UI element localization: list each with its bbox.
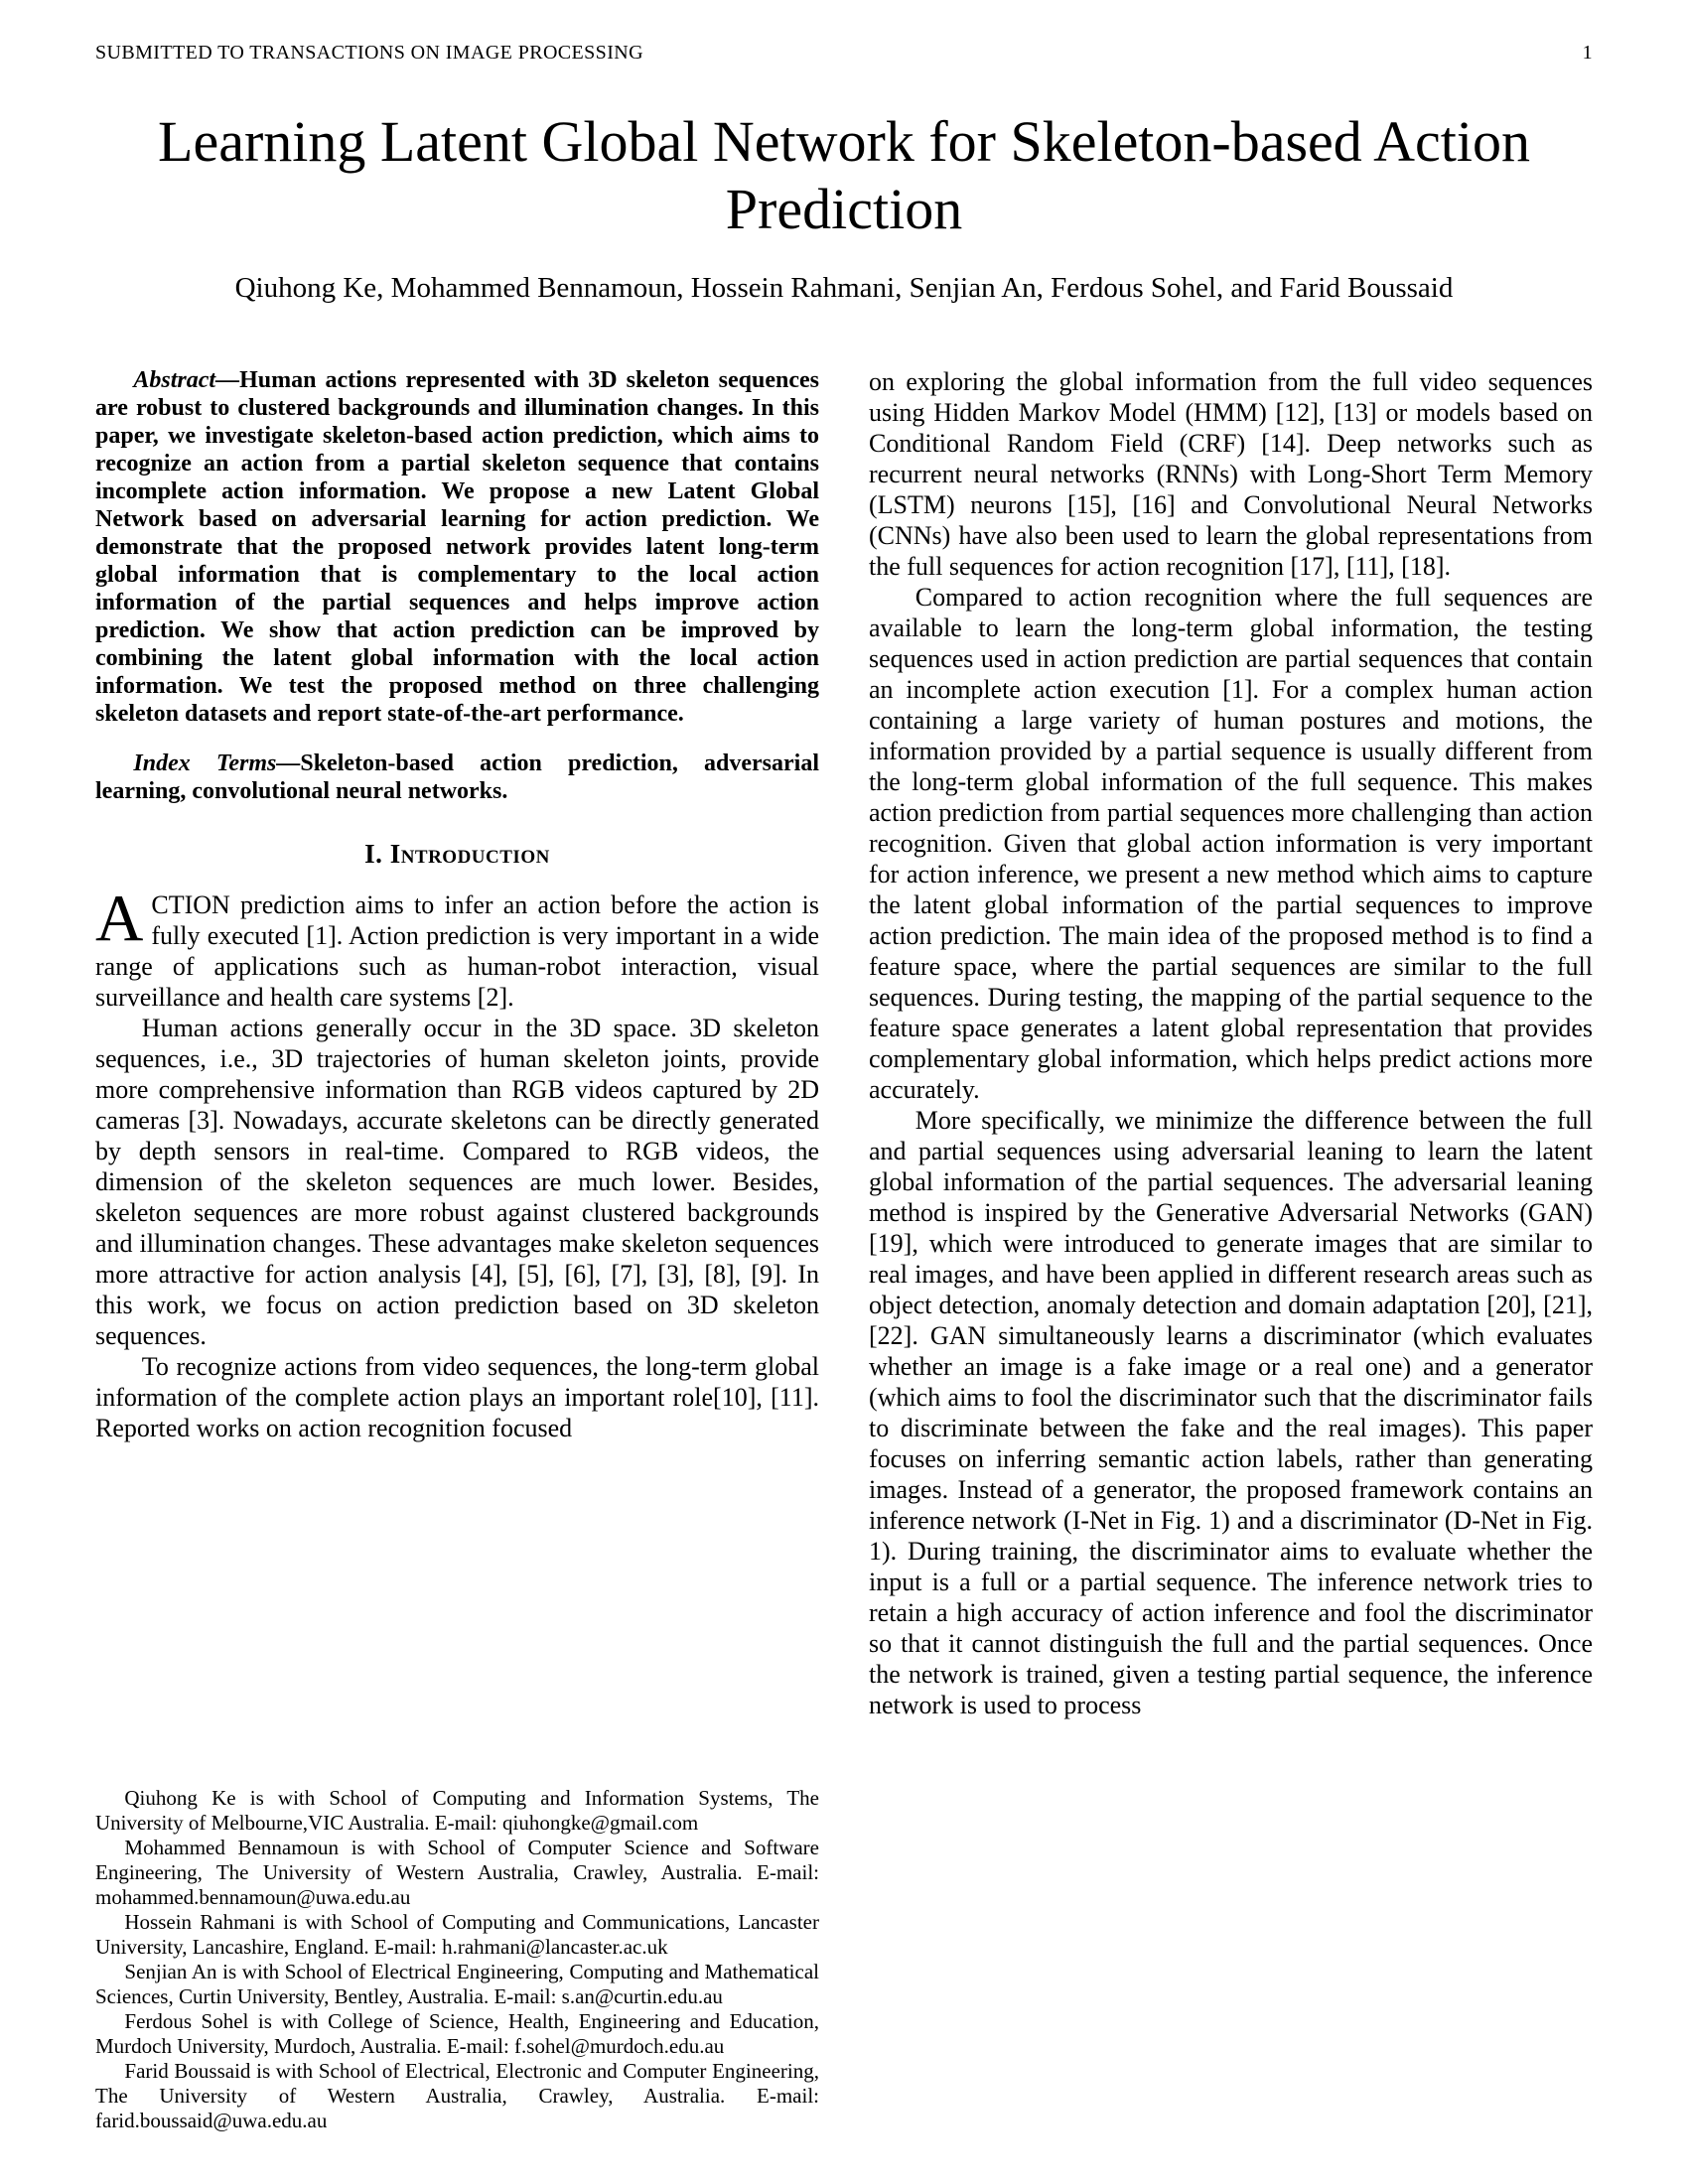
intro-paragraph-3: To recognize actions from video sequences, the long-term global information of the complete action plays an important role[10], [11]. Reported works on action recognition focused (95, 1351, 819, 1442)
running-header (95, 42, 1593, 65)
intro-paragraph-2: Human actions generally occur in the 3D space. 3D skeleton sequences, i.e., 3D trajectories of human skeleton joints, provide more comprehensive information than RGB videos captured by 2D cameras [3]. Nowadays, accurate skeletons can be directly generated by depth sensors in real-time. Compared to RGB videos, the dimension of the skeleton sequences are much lower. Besides, skeleton sequences are more robust against clustered backgrounds and illumination changes. These advantages make skeleton sequences more attractive for action analysis [4], [5], [6], [7], [3], [8], [9]. In this work, we focus on action prediction based on 3D skeleton sequences. (95, 1013, 819, 1350)
abstract-section (95, 366, 819, 728)
abstract-text: Human actions represented with 3D skeleton sequences are robust to clustered backgrounds and illumination changes. In this paper, we investigate skeleton-based action prediction, which aims to recognize an action from a partial skeleton sequence that contains incomplete action information. We propose a new Latent Global Network based on adversarial learning for action prediction. We demonstrate that the proposed network provides latent long-term global information that is complementary to the local action information of the partial sequences and helps improve action prediction. We show that action prediction can be improved by combining the latent global information with the local action information. We test the proposed method on three challenging skeleton datasets and report state-of-the-art performance. (95, 366, 819, 727)
authors-line: Qiuhong Ke, Mohammed Bennamoun, Hossein Rahmani, Senjian An, Ferdous Sohel, and Farid Boussaid (234, 271, 1454, 304)
intro-paragraph-1-text: CTION prediction aims to infer an action before the action is fully executed [1]. Action prediction is very important in a wide range of applications such as human-robot interaction, visual surveillance and health care systems [2]. (95, 889, 819, 1012)
left-column (95, 366, 819, 2133)
right-paragraph-3: More specifically, we minimize the difference between the full and partial sequences using adversarial leaning to learn the latent global information of the partial sequences. The adversarial leaning method is inspired by the Generative Adversarial Networks (GAN) [19], which were introduced to generate images that are similar to real images, and have been applied in different research areas such as object detection, anomaly detection and domain adaptation [20], [21], [22]. GAN simultaneously learns a discriminator (which evaluates whether an image is a fake image or a real one) and a generator (which aims to fool the discriminator such that the discriminator fails to discriminate between the fake and the real images). This paper focuses on inferring semantic action labels, rather than generating images. Instead of a generator, the proposed framework contains an inference network (I-Net in Fig. 1) and a discriminator (D-Net in Fig. 1). During training, the discriminator aims to evaluate whether the input is a full or a partial sequence. The inference network tries to retain a high accuracy of action inference and fool the discriminator so that it cannot distinguish the full and the partial sequences. Once the network is trained, given a testing partial sequence, the inference network is used to process (869, 1105, 1593, 1719)
right-paragraph-1: on exploring the global information from the full video sequences using Hidden Markov Model (HMM) [12], [13] or models based on Conditional Random Field (CRF) [14]. Deep networks such as recurrent neural networks (RNNs) with Long-Short Term Memory (LSTM) neurons [15], [16] and Convolutional Neural Networks (CNNs) have also been used to learn the global representations from the full sequences for action recognition [17], [11], [18]. (869, 366, 1593, 581)
author-footnote: Hossein Rahmani is with School of Computing and Communications, Lancaster University, Lancashire, England. E-mail: h.rahmani@lancaster.ac.uk (95, 1909, 819, 1959)
right-paragraph-2: Compared to action recognition where the full sequences are available to learn the long-term global information, the testing sequences used in action prediction are partial sequences that contain an incomplete action execution [1]. For a complex human action containing a large variety of human postures and motions, the information provided by a partial sequence is usually different from the long-term global information of the full sequence. This makes action prediction from partial sequences more challenging than action recognition. Given that global action information is very important for action inference, we present a new method which aims to capture the latent global information of the partial sequences to improve action prediction. The main idea of the proposed method is to find a feature space, where the partial sequences are similar to the full sequences. During testing, the mapping of the partial sequence to the feature space generates a latent global representation that provides complementary global information, which helps predict actions more accurately. (869, 582, 1593, 1104)
running-title: SUBMITTED TO TRANSACTIONS ON IMAGE PROCESSING (95, 42, 643, 64)
footnotes-block (95, 1760, 819, 2133)
dropcap-letter: A (95, 881, 144, 955)
author-footnote: Senjian An is with School of Electrical Engineering, Computing and Mathematical Sciences, Curtin University, Bentley, Australia. E-mail: s.an@curtin.edu.au (95, 1959, 819, 2008)
section-number: I. (364, 838, 383, 869)
author-footnote: Mohammed Bennamoun is with School of Computer Science and Software Engineering, The University of Western Australia, Crawley, Australia. E-mail: mohammed.bennamoun@uwa.edu.au (95, 1835, 819, 1909)
index-terms-label: Index Terms— (133, 750, 301, 776)
index-terms-text: Skeleton-based action prediction, adversarial learning, convolutional neural networks. (95, 750, 819, 804)
intro-paragraph-1 (95, 881, 819, 1013)
two-column-body (95, 366, 1593, 2133)
right-column (869, 366, 1593, 2133)
author-footnote: Ferdous Sohel is with College of Science, Health, Engineering and Education, Murdoch University, Murdoch, Australia. E-mail: f.sohel@murdoch.edu.au (95, 2008, 819, 2058)
section-title: Introduction (389, 838, 550, 869)
abstract-label: Abstract— (133, 366, 240, 393)
author-footnote: Qiuhong Ke is with School of Computing and Information Systems, The University of Melbourne,VIC Australia. E-mail: qiuhongke@gmail.com (95, 1785, 819, 1835)
author-footnote: Farid Boussaid is with School of Electrical, Electronic and Computer Engineering, The University of Western Australia, Crawley, Australia. E-mail: farid.boussaid@uwa.edu.au (95, 2058, 819, 2132)
section-heading-introduction (95, 839, 819, 870)
page-number: 1 (1582, 42, 1593, 64)
paper-title: Learning Latent Global Network for Skeleton-based Action Prediction (158, 109, 1530, 242)
index-terms-section (95, 750, 819, 805)
